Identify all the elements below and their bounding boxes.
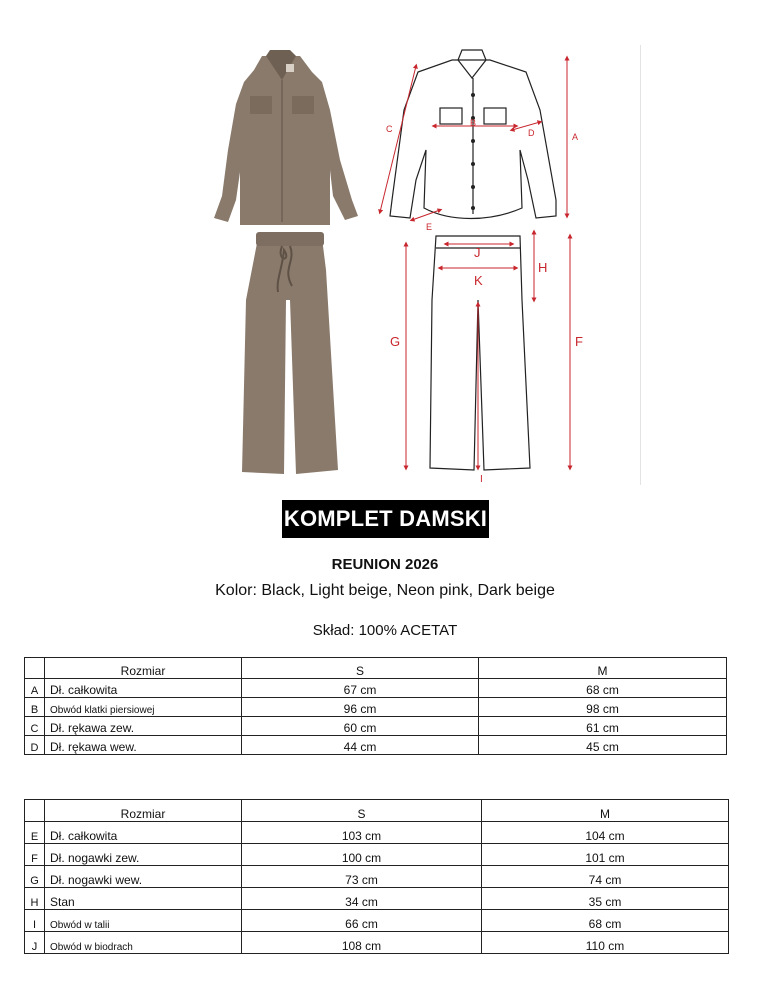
table-row <box>25 888 729 910</box>
row-size-m: 68 cm <box>482 910 729 932</box>
row-code: I <box>25 910 45 932</box>
table-row <box>25 736 727 755</box>
table-row <box>25 932 729 954</box>
row-code: C <box>25 717 45 736</box>
row-label: Dł. rękawa zew. <box>45 717 242 736</box>
row-label: Dł. nogawki zew. <box>45 844 242 866</box>
row-label: Dł. całkowita <box>45 822 242 844</box>
row-size-s: 100 cm <box>242 844 482 866</box>
color-options: Kolor: Black, Light beige, Neon pink, Dark beige <box>215 582 555 599</box>
pants-measure-labels <box>390 245 583 485</box>
letter-j: J <box>474 245 481 260</box>
row-size-s: 73 cm <box>242 866 482 888</box>
letter-k: K <box>474 273 483 288</box>
row-code: E <box>25 822 45 844</box>
row-size-s: 34 cm <box>242 888 482 910</box>
row-label: Obwód w biodrach <box>45 932 242 954</box>
header-s-cell: S <box>242 800 482 822</box>
image-divider <box>640 45 641 485</box>
row-size-m: 68 cm <box>479 679 727 698</box>
shirt-measure-labels <box>386 118 578 232</box>
row-size-m: 35 cm <box>482 888 729 910</box>
fabric-composition: Skład: 100% ACETAT <box>312 622 458 639</box>
header-code-cell <box>25 658 45 679</box>
product-title: KOMPLET DAMSKI <box>282 500 489 538</box>
table-row <box>25 698 727 717</box>
table-header-row <box>25 800 729 822</box>
row-label: Dł. rękawa wew. <box>45 736 242 755</box>
row-code: G <box>25 866 45 888</box>
row-code: H <box>25 888 45 910</box>
row-size-m: 45 cm <box>479 736 727 755</box>
pants-size-table <box>24 799 729 954</box>
row-size-s: 60 cm <box>242 717 479 736</box>
pants-photo <box>242 232 338 474</box>
row-label: Dł. całkowita <box>45 679 242 698</box>
letter-g: G <box>390 334 401 349</box>
header-size-cell: Rozmiar <box>45 800 242 822</box>
header-m-cell: M <box>482 800 729 822</box>
table-row <box>25 844 729 866</box>
table-row <box>25 679 727 698</box>
pants-diagram <box>430 236 530 470</box>
row-code: A <box>25 679 45 698</box>
letter-c: C <box>386 124 393 134</box>
row-label: Obwód klatki piersiowej <box>45 698 242 717</box>
row-size-s: 44 cm <box>242 736 479 755</box>
letter-h: H <box>538 260 548 275</box>
shirt-size-table <box>24 657 727 755</box>
letter-d: E <box>426 222 433 232</box>
row-code: B <box>25 698 45 717</box>
table-row <box>25 717 727 736</box>
collection-name: REUNION 2026 <box>331 556 439 573</box>
product-images <box>0 0 770 495</box>
row-size-m: 74 cm <box>482 866 729 888</box>
row-size-m: 98 cm <box>479 698 727 717</box>
row-code: D <box>25 736 45 755</box>
letter-e: D <box>528 128 535 138</box>
letter-i: I <box>480 474 483 485</box>
row-size-m: 104 cm <box>482 822 729 844</box>
header-s-cell: S <box>242 658 479 679</box>
row-label: Dł. nogawki wew. <box>45 866 242 888</box>
row-size-m: 61 cm <box>479 717 727 736</box>
row-size-m: 101 cm <box>482 844 729 866</box>
letter-a: A <box>572 132 579 142</box>
row-size-s: 108 cm <box>242 932 482 954</box>
letter-f: F <box>575 334 583 349</box>
row-size-s: 67 cm <box>242 679 479 698</box>
table-header-row <box>25 658 727 679</box>
row-size-s: 96 cm <box>242 698 479 717</box>
row-label: Stan <box>45 888 242 910</box>
table-row <box>25 910 729 932</box>
table-row <box>25 866 729 888</box>
shirt-photo <box>214 50 358 225</box>
header-size-cell: Rozmiar <box>45 658 242 679</box>
row-size-s: 103 cm <box>242 822 482 844</box>
letter-b: B <box>470 118 477 128</box>
row-label: Obwód w talii <box>45 910 242 932</box>
header-code-cell <box>25 800 45 822</box>
row-code: J <box>25 932 45 954</box>
table-row <box>25 822 729 844</box>
product-illustration <box>0 0 770 495</box>
row-code: F <box>25 844 45 866</box>
row-size-s: 66 cm <box>242 910 482 932</box>
row-size-m: 110 cm <box>482 932 729 954</box>
header-m-cell: M <box>479 658 727 679</box>
